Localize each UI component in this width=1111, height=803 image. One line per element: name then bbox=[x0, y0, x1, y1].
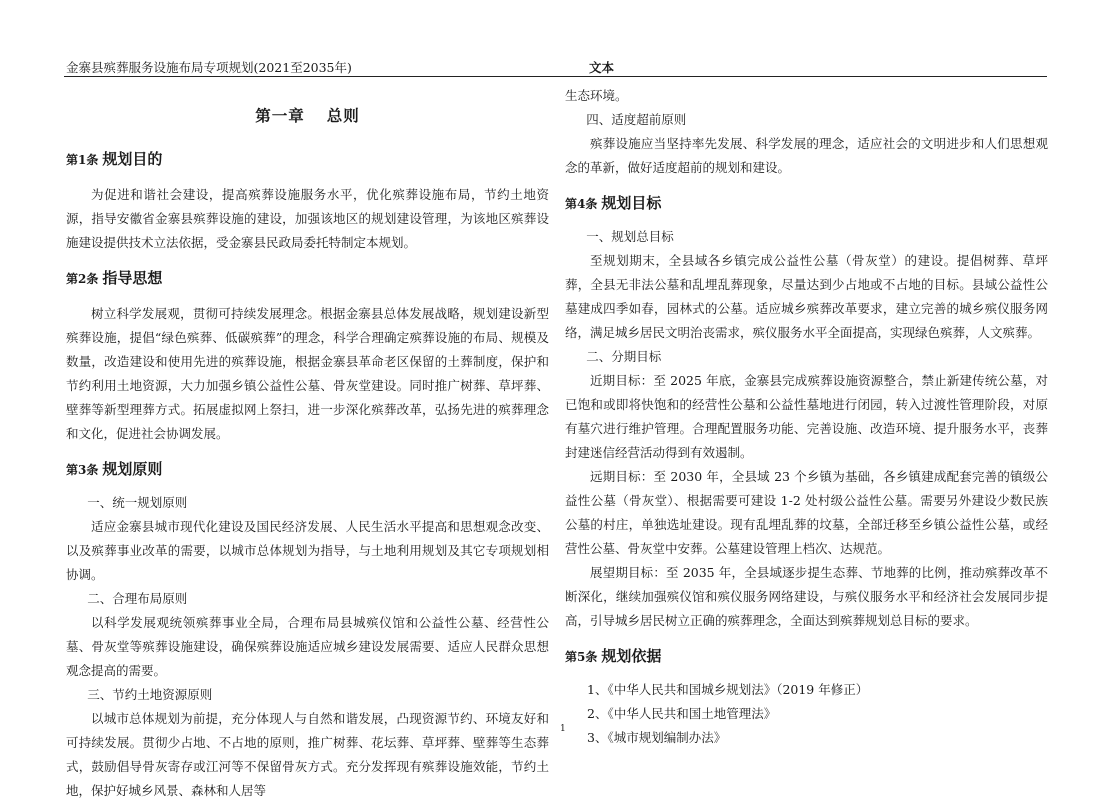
long-term-goal: 远期目标：至 2030 年，全县域 23 个乡镇为基础，各乡镇建成配套完善的镇级公益性公墓（骨灰堂）、根据需要可建设 1-2 处村级公益性公墓。需要另外建设少数民族公墓的村庄，单独选址建设。现有乱埋乱葬的坟墓，全部迁移至乡镇公益性公墓，或经营性公墓、骨灰堂中安葬。公墓建设管理上档次、达规范。 bbox=[565, 469, 1048, 556]
article-title: 规划目标 bbox=[601, 194, 662, 212]
left-column bbox=[66, 80, 549, 803]
page-header bbox=[66, 58, 1045, 78]
goal-1-text: 至规划期末，全县域各乡镇完成公益性公墓（骨灰堂）的建设。提倡树葬、草坪葬，全县无非法公墓和乱埋乱葬现象，尽量达到少占地或不占地的目标。县域公益性公墓建成四季如春，园林式的公墓。适应城乡殡葬改革要求，建立完善的城乡殡仪服务网络，满足城乡居民文明治丧需求，殡仪服务水平全面提高，实现绿色殡葬，人文殡葬。 bbox=[565, 253, 1048, 340]
article-number: 第2条 bbox=[66, 272, 99, 286]
principle-4-title: 四、适度超前原则 bbox=[586, 112, 687, 127]
chapter-name: 总则 bbox=[326, 106, 360, 125]
reference-item: 1、《中华人民共和国城乡规划法》（2019 年修正） bbox=[587, 682, 869, 697]
principle-3-text: 以城市总体规划为前提，充分体现人与自然和谐发展，凸现资源节约、环境友好和可持续发展。贯彻少占地、不占地的原则，推广树葬、花坛葬、草坪葬、壁葬等生态葬式，鼓励倡导骨灰寄存或江河等不保留骨灰方式。充分发挥现有殡葬设施效能，节约土地，保护好城乡风景、森林和人居等 bbox=[66, 711, 549, 798]
right-column bbox=[565, 80, 1048, 750]
principle-1-text: 适应金寨县城市现代化建设及国民经济发展、人民生活水平提高和思想观念改变、以及殡葬事业改革的需要，以城市总体规划为指导，与土地利用规划及其它专项规划相协调。 bbox=[66, 519, 549, 582]
reference-item: 3、《城市规划编制办法》 bbox=[587, 730, 727, 745]
principle-3-text-continued: 生态环境。 bbox=[565, 88, 628, 103]
goal-2-title: 二、分期目标 bbox=[586, 349, 662, 364]
section-label: 文本 bbox=[589, 60, 615, 75]
article-title: 规划目的 bbox=[102, 150, 163, 168]
goal-1-title: 一、规划总目标 bbox=[586, 229, 674, 244]
article-number: 第4条 bbox=[565, 197, 598, 211]
principle-4-text: 殡葬设施应当坚持率先发展、科学发展的理念，适应社会的文明进步和人们思想观念的革新，做好适度超前的规划和建设。 bbox=[565, 136, 1048, 175]
article-1-text: 为促进和谐社会建设，提高殡葬设施服务水平，优化殡葬设施布局，节约土地资源，指导安徽省金寨县殡葬设施的建设，加强该地区的规划建设管理，为该地区殡葬设施建设提供技术立法依据，受金寨县民政局委托特制定本规划。 bbox=[66, 187, 549, 250]
principle-1-title: 一、统一规划原则 bbox=[87, 495, 188, 510]
article-5-heading bbox=[565, 645, 1048, 666]
article-4-heading bbox=[565, 192, 1048, 213]
article-number: 第3条 bbox=[66, 463, 99, 477]
article-title: 规划原则 bbox=[102, 460, 163, 478]
header-rule bbox=[64, 76, 1047, 77]
chapter-heading bbox=[66, 104, 549, 126]
article-1-heading bbox=[66, 148, 549, 169]
page-number: 1 bbox=[560, 724, 566, 734]
reference-list bbox=[565, 678, 1048, 750]
article-2-heading bbox=[66, 267, 549, 288]
vision-goal: 展望期目标：至 2035 年，全县域逐步提生态葬、节地葬的比例，推动殡葬改革不断深化，继续加强殡仪馆和殡仪服务网络建设，与殡仪服务水平和经济社会发展同步提高，引导城乡居民树立正确的殡葬理念，全面达到殡葬规划总目标的要求。 bbox=[565, 565, 1048, 628]
article-3-heading bbox=[66, 458, 549, 479]
principle-2-title: 二、合理布局原则 bbox=[87, 591, 188, 606]
chapter-number: 第一章 bbox=[255, 106, 305, 125]
principle-3-title: 三、节约土地资源原则 bbox=[87, 687, 213, 702]
article-number: 第1条 bbox=[66, 153, 99, 167]
principle-2-text: 以科学发展观统领殡葬事业全局，合理布局县城殡仪馆和公益性公墓、经营性公墓、骨灰堂等殡葬设施建设，确保殡葬设施适应城乡建设发展需要、适应人民群众思想观念提高的需要。 bbox=[66, 615, 549, 678]
reference-item: 2、《中华人民共和国土地管理法》 bbox=[587, 706, 777, 721]
article-title: 指导思想 bbox=[102, 269, 163, 287]
article-2-text: 树立科学发展观，贯彻可持续发展理念。根据金寨县总体发展战略，规划建设新型殡葬设施，提倡“绿色殡葬、低碳殡葬”的理念，科学合理确定殡葬设施的布局、规模及数量，改造建设和使用先进的殡葬设施，根据金寨县革命老区保留的土葬制度，保护和节约利用土地资源，大力加强乡镇公益性公墓、骨灰堂建设。同时推广树葬、草坪葬、壁葬等新型理葬方式。拓展虚拟网上祭扫，进一步深化殡葬改革，弘扬先进的殡葬理念和文化，促进社会协调发展。 bbox=[66, 306, 549, 441]
article-title: 规划依据 bbox=[601, 647, 662, 665]
near-term-goal: 近期目标：至 2025 年底，金寨县完成殡葬设施资源整合，禁止新建传统公墓，对已饱和或即将快饱和的经营性公墓和公益性墓地进行闭园，转入过渡性管理阶段，对原有墓穴进行维护管理。合理配置服务功能、完善设施、改造环境、提升服务水平，丧葬封建迷信经营活动得到有效遏制。 bbox=[565, 373, 1048, 460]
article-number: 第5条 bbox=[565, 650, 598, 664]
document-title: 金寨县殡葬服务设施布局专项规划(2021至2035年) bbox=[66, 60, 352, 75]
